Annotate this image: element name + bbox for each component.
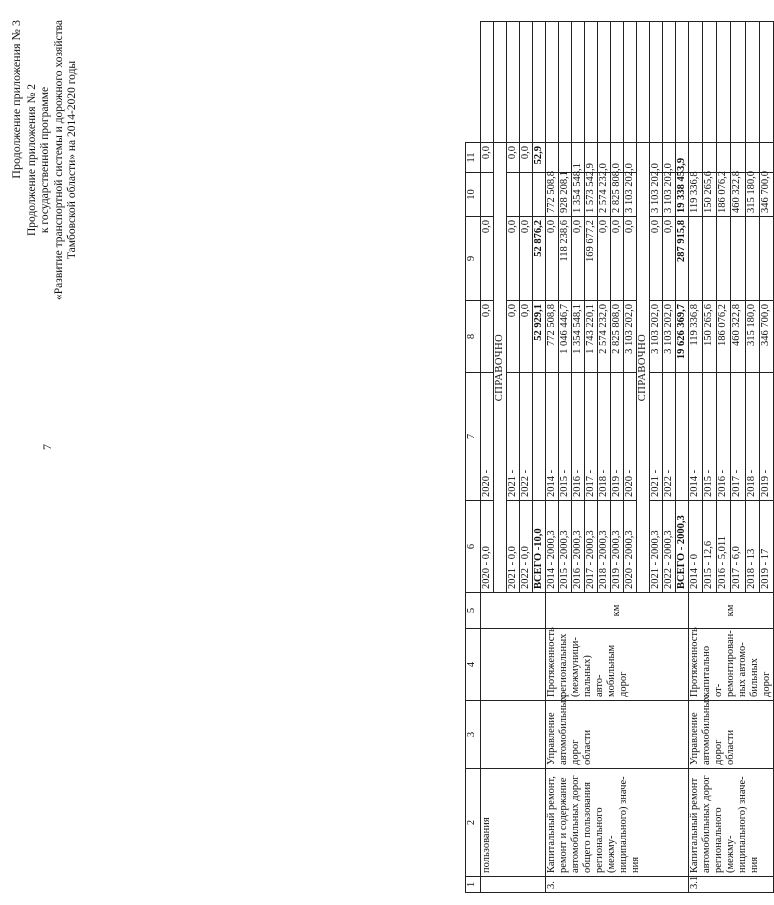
regional-funding-cell: 119 336,8: [689, 173, 703, 217]
executor-cell: Управление автомобильных дорог области: [689, 701, 774, 769]
local-funding-cell: 0,0: [520, 143, 533, 173]
federal-funding-cell: [703, 217, 717, 301]
table-row: [689, 22, 703, 893]
year-cell: 2017 -: [585, 373, 598, 501]
col-header: 8: [466, 301, 481, 373]
other-funding-cell: [689, 22, 703, 143]
year-cell: 2022 -: [520, 373, 533, 501]
federal-funding-cell: 0,0: [572, 217, 585, 301]
unit-cell: км: [546, 593, 689, 629]
total-funding-cell: 119 336,8: [689, 301, 703, 373]
regional-funding-cell: 1 573 542,9: [585, 173, 598, 217]
program-line-1: Продолжение приложения № 2: [25, 83, 38, 237]
year-cell: 2015 -: [559, 373, 572, 501]
col-header: 11: [466, 143, 481, 173]
indicator-name-cell: Протяженность региональных (межмуници-пальных) авто-мобильным дорог: [546, 629, 689, 701]
other-funding-cell: [759, 22, 773, 143]
regional-funding-cell: 3 103 202,0: [650, 173, 663, 217]
executor-cell: [481, 701, 546, 769]
other-funding-cell: [559, 22, 572, 143]
total-funding-cell: 1 046 446,7: [559, 301, 572, 373]
federal-funding-cell: 0,0: [624, 217, 637, 301]
table-row: [546, 22, 559, 893]
program-line-2: к государственной программе: [39, 86, 51, 234]
col-header: 3: [466, 701, 481, 769]
page-number: 7: [40, 444, 54, 450]
year-cell: [533, 373, 546, 501]
regional-funding-cell: 150 265,6: [703, 173, 717, 217]
total-funding-cell: 0,0: [481, 301, 494, 373]
year-cell: 2014 -: [546, 373, 559, 501]
year-cell: 2020 -: [624, 373, 637, 501]
total-funding-cell: 150 265,6: [703, 301, 717, 373]
year-cell: 2019 -: [759, 373, 773, 501]
other-funding-cell: [745, 22, 759, 143]
year-cell: 2021 -: [507, 373, 520, 501]
indicator-name-cell: Протяженность капитально от-ремонтирован-ных автомо-бильных дорог: [689, 629, 774, 701]
indicator-value-cell: 2022 - 0,0: [520, 501, 533, 593]
indicator-value-cell: 2017 - 6,0: [731, 501, 745, 593]
year-cell: 2014 -: [689, 373, 703, 501]
continuation-note: Продолжение приложения № 3: [9, 20, 23, 179]
indicator-value-cell: 2017 - 2000,3: [585, 501, 598, 593]
col-header: 10: [466, 173, 481, 217]
other-funding-cell: [520, 22, 533, 143]
federal-total-cell: 287 915,8: [676, 217, 689, 301]
col-header: 5: [466, 593, 481, 629]
regional-funding-cell: 186 076,2: [717, 173, 731, 217]
other-funding-cell: [598, 22, 611, 143]
total-funding-cell: 3 103 202,0: [624, 301, 637, 373]
total-funding-cell: 0,0: [520, 301, 533, 373]
col-header: 9: [466, 217, 481, 301]
row-number-cell: 3.: [546, 877, 689, 893]
regional-funding-cell: 460 322,8: [731, 173, 745, 217]
col-header: 2: [466, 769, 481, 877]
year-cell: 2017 -: [731, 373, 745, 501]
local-total-cell: 52,9: [533, 143, 546, 173]
indicator-value-cell: 2015 - 2000,3: [559, 501, 572, 593]
year-cell: 2022 -: [663, 373, 676, 501]
local-funding-cell: [731, 143, 745, 173]
grand-total-cell: 52 929,1: [533, 301, 546, 373]
document-header: [10, 20, 80, 300]
total-funding-cell: 346 700,0: [759, 301, 773, 373]
indicator-value-cell: 2016 - 5,011: [717, 501, 731, 593]
federal-funding-cell: [689, 217, 703, 301]
indicator-value-cell: 2019 - 2000,3: [611, 501, 624, 593]
regional-total-cell: 19 338 453,9: [676, 173, 689, 217]
indicator-value-cell: 2019 - 17: [759, 501, 773, 593]
indicator-name-cell: [481, 629, 546, 701]
local-funding-cell: [689, 143, 703, 173]
program-line-3: «Развитие транспортной системы и дорожного хозяйства: [52, 20, 65, 300]
regional-funding-cell: 772 508,8: [546, 173, 559, 217]
total-funding-cell: 2 574 232,0: [598, 301, 611, 373]
indicator-value-cell: 2014 - 0: [689, 501, 703, 593]
col-header: 7: [466, 373, 481, 501]
col-header: 6: [466, 501, 481, 593]
total-indicator-cell: ВСЕГО -10,0: [533, 501, 546, 593]
unit-cell: [481, 593, 546, 629]
program-table: [465, 21, 774, 893]
total-funding-cell: 186 076,2: [717, 301, 731, 373]
table-cell: [494, 22, 507, 143]
federal-funding-cell: [717, 217, 731, 301]
federal-funding-cell: 0,0: [663, 217, 676, 301]
year-cell: 2018 -: [598, 373, 611, 501]
row-number-cell: 3.1: [689, 877, 774, 893]
other-funding-cell: [624, 22, 637, 143]
regional-funding-cell: [507, 173, 520, 217]
total-funding-cell: 0,0: [507, 301, 520, 373]
other-total-cell: [533, 22, 546, 143]
federal-funding-cell: [745, 217, 759, 301]
total-funding-cell: 1 743 220,1: [585, 301, 598, 373]
federal-funding-cell: [759, 217, 773, 301]
section-name-cell: Капитальный ремонт, ремонт и содержание автомобильных дорог общего пользования регионального (межму-ниципального) значе-ния: [546, 769, 689, 877]
federal-funding-cell: 0,0: [611, 217, 624, 301]
other-total-cell: [676, 22, 689, 143]
local-funding-cell: [717, 143, 731, 173]
year-cell: 2016 -: [717, 373, 731, 501]
year-cell: 2016 -: [572, 373, 585, 501]
other-funding-cell: [611, 22, 624, 143]
regional-funding-cell: 2 825 808,0: [611, 173, 624, 217]
regional-funding-cell: 3 103 202,0: [663, 173, 676, 217]
local-funding-cell: [759, 143, 773, 173]
year-cell: 2018 -: [745, 373, 759, 501]
column-number-row: [466, 22, 481, 893]
executor-cell: Управление автомобильных дорог области: [546, 701, 689, 769]
other-funding-cell: [585, 22, 598, 143]
regional-funding-cell: 315 180,0: [745, 173, 759, 217]
local-funding-cell: 0,0: [507, 143, 520, 173]
section-name-cell: Капитальный ремонт автомобильных дорог регионального (межму-ниципального) значе-ния: [689, 769, 774, 877]
indicator-value-cell: 2021 - 2000,3: [650, 501, 663, 593]
year-cell: 2020 -: [481, 373, 494, 501]
total-funding-cell: 460 322,8: [731, 301, 745, 373]
local-funding-cell: [703, 143, 717, 173]
regional-total-cell: [533, 173, 546, 217]
total-funding-cell: 1 354 548,1: [572, 301, 585, 373]
section-name-cell: пользования: [481, 769, 546, 877]
indicator-value-cell: 2014 - 2000,3: [546, 501, 559, 593]
total-funding-cell: 3 103 202,0: [650, 301, 663, 373]
other-funding-cell: [703, 22, 717, 143]
federal-funding-cell: 0,0: [546, 217, 559, 301]
program-line-4: Тамбовской области» на 2014-2020 годы: [66, 60, 78, 260]
unit-cell: км: [689, 593, 774, 629]
local-funding-cell: 0,0: [481, 143, 494, 173]
federal-funding-cell: 169 677,2: [585, 217, 598, 301]
federal-funding-cell: 0,0: [650, 217, 663, 301]
total-funding-cell: 2 825 808,0: [611, 301, 624, 373]
regional-funding-cell: 2 574 232,0: [598, 173, 611, 217]
other-funding-cell: [663, 22, 676, 143]
col-header: 4: [466, 629, 481, 701]
local-funding-cell: [559, 143, 572, 173]
indicator-value-cell: 2020 - 2000,3: [624, 501, 637, 593]
indicator-value-cell: 2016 - 2000,3: [572, 501, 585, 593]
federal-funding-cell: 118 238,6: [559, 217, 572, 301]
federal-funding-cell: [731, 217, 745, 301]
table-row: [481, 22, 494, 893]
year-cell: 2021 -: [650, 373, 663, 501]
other-funding-cell: [717, 22, 731, 143]
year-cell: 2019 -: [611, 373, 624, 501]
year-cell: 2015 -: [703, 373, 717, 501]
total-funding-cell: 315 180,0: [745, 301, 759, 373]
federal-funding-cell: 0,0: [598, 217, 611, 301]
col-header: 1: [466, 877, 481, 893]
indicator-value-cell: 2020 - 0,0: [481, 501, 494, 593]
indicator-value-cell: 2022 - 2000,3: [663, 501, 676, 593]
table-cell: [637, 22, 650, 143]
year-cell: [676, 373, 689, 501]
total-funding-cell: 772 508,8: [546, 301, 559, 373]
local-funding-cell: [546, 143, 559, 173]
regional-funding-cell: [481, 173, 494, 217]
federal-total-cell: 52 876,2: [533, 217, 546, 301]
other-funding-cell: [546, 22, 559, 143]
total-indicator-cell: ВСЕГО - 2000,3: [676, 501, 689, 593]
other-funding-cell: [572, 22, 585, 143]
total-funding-cell: 3 103 202,0: [663, 301, 676, 373]
row-number-cell: [481, 877, 546, 893]
federal-funding-cell: 0,0: [507, 217, 520, 301]
reference-label: СПРАВОЧНО: [494, 143, 507, 593]
grand-total-cell: 19 626 369,7: [676, 301, 689, 373]
regional-funding-cell: 346 700,0: [759, 173, 773, 217]
federal-funding-cell: 0,0: [520, 217, 533, 301]
other-funding-cell: [507, 22, 520, 143]
other-funding-cell: [650, 22, 663, 143]
federal-funding-cell: 0,0: [481, 217, 494, 301]
indicator-value-cell: 2018 - 13: [745, 501, 759, 593]
indicator-value-cell: 2021 - 0,0: [507, 501, 520, 593]
other-funding-cell: [731, 22, 745, 143]
indicator-value-cell: 2015 - 12,6: [703, 501, 717, 593]
regional-funding-cell: 3 103 202,0: [624, 173, 637, 217]
regional-funding-cell: 1 354 548,1: [572, 173, 585, 217]
reference-label: СПРАВОЧНО: [637, 143, 650, 593]
regional-funding-cell: 928 208,1: [559, 173, 572, 217]
other-funding-cell: [481, 22, 494, 143]
indicator-value-cell: 2018 - 2000,3: [598, 501, 611, 593]
regional-funding-cell: [520, 173, 533, 217]
local-funding-cell: [745, 143, 759, 173]
